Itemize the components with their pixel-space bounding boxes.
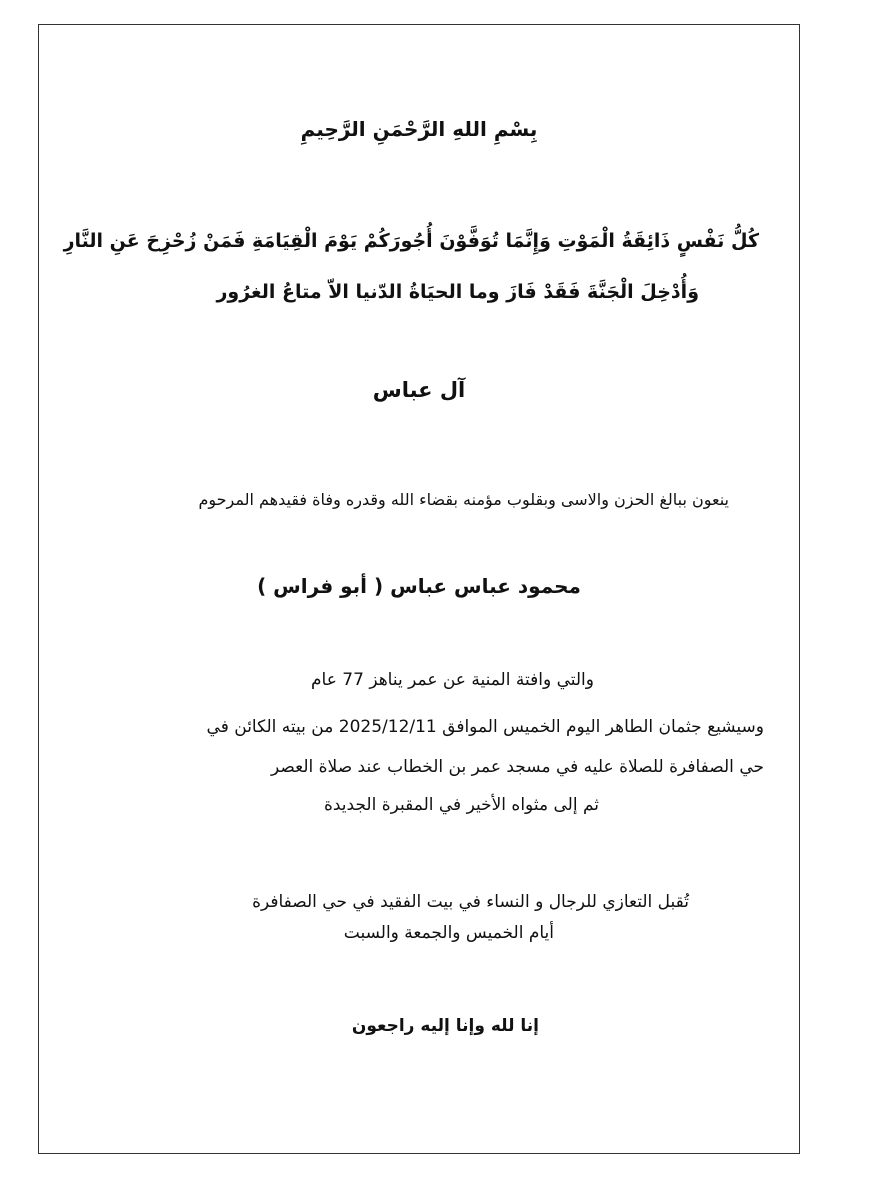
age-line: والتي وافتة المنية عن عمر يناهز 77 عام [311,670,594,690]
family-name: آل عباس [372,378,466,402]
announcement-text: ينعون ببالغ الحزن والاسى وبقلوب مؤمنه بقضاء الله وقدره وفاة فقيدهم المرحوم [198,490,729,509]
deceased-name: محمود عباس عباس ( أبو فراس ) [257,574,581,598]
closing-phrase: إنا لله وإنا إليه راجعون [351,1016,539,1036]
condolence-line-1: تُقبل التعازي للرجال و النساء في بيت الفقيد في حي الصفافرة [252,892,689,912]
funeral-details-line-2: حي الصفافرة للصلاة عليه في مسجد عمر بن الخطاب عند صلاة العصر [271,757,764,777]
obituary-page [38,24,800,1154]
condolence-line-2: أيام الخميس والجمعة والسبت [343,923,554,943]
bismillah-heading: بِسْمِ اللهِ الرَّحْمَنِ الرَّحِيمِ [300,117,538,141]
funeral-details-line-3: ثم إلى مثواه الأخير في المقبرة الجديدة [323,795,599,815]
quran-verse-line-2: وَأُدْخِلَ الْجَنَّةَ فَقَدْ فَازَ وما الحيَاةُ الدّنيا الاّ متاعُ الغرُور [216,281,699,303]
quran-verse-line-1: كُلُّ نَفْسٍ ذَائِقَةُ الْمَوْتِ وَإِنَّمَا تُوَفَّوْنَ أُجُورَكُمْ يَوْمَ الْقِيَامَةِ فَمَنْ زُحْزِحَ عَنِ النَّارِ [63,230,759,252]
funeral-details-line-1: وسيشيع جثمان الطاهر اليوم الخميس الموافق 2025/12/11 من بيته الكائن في [206,717,764,737]
